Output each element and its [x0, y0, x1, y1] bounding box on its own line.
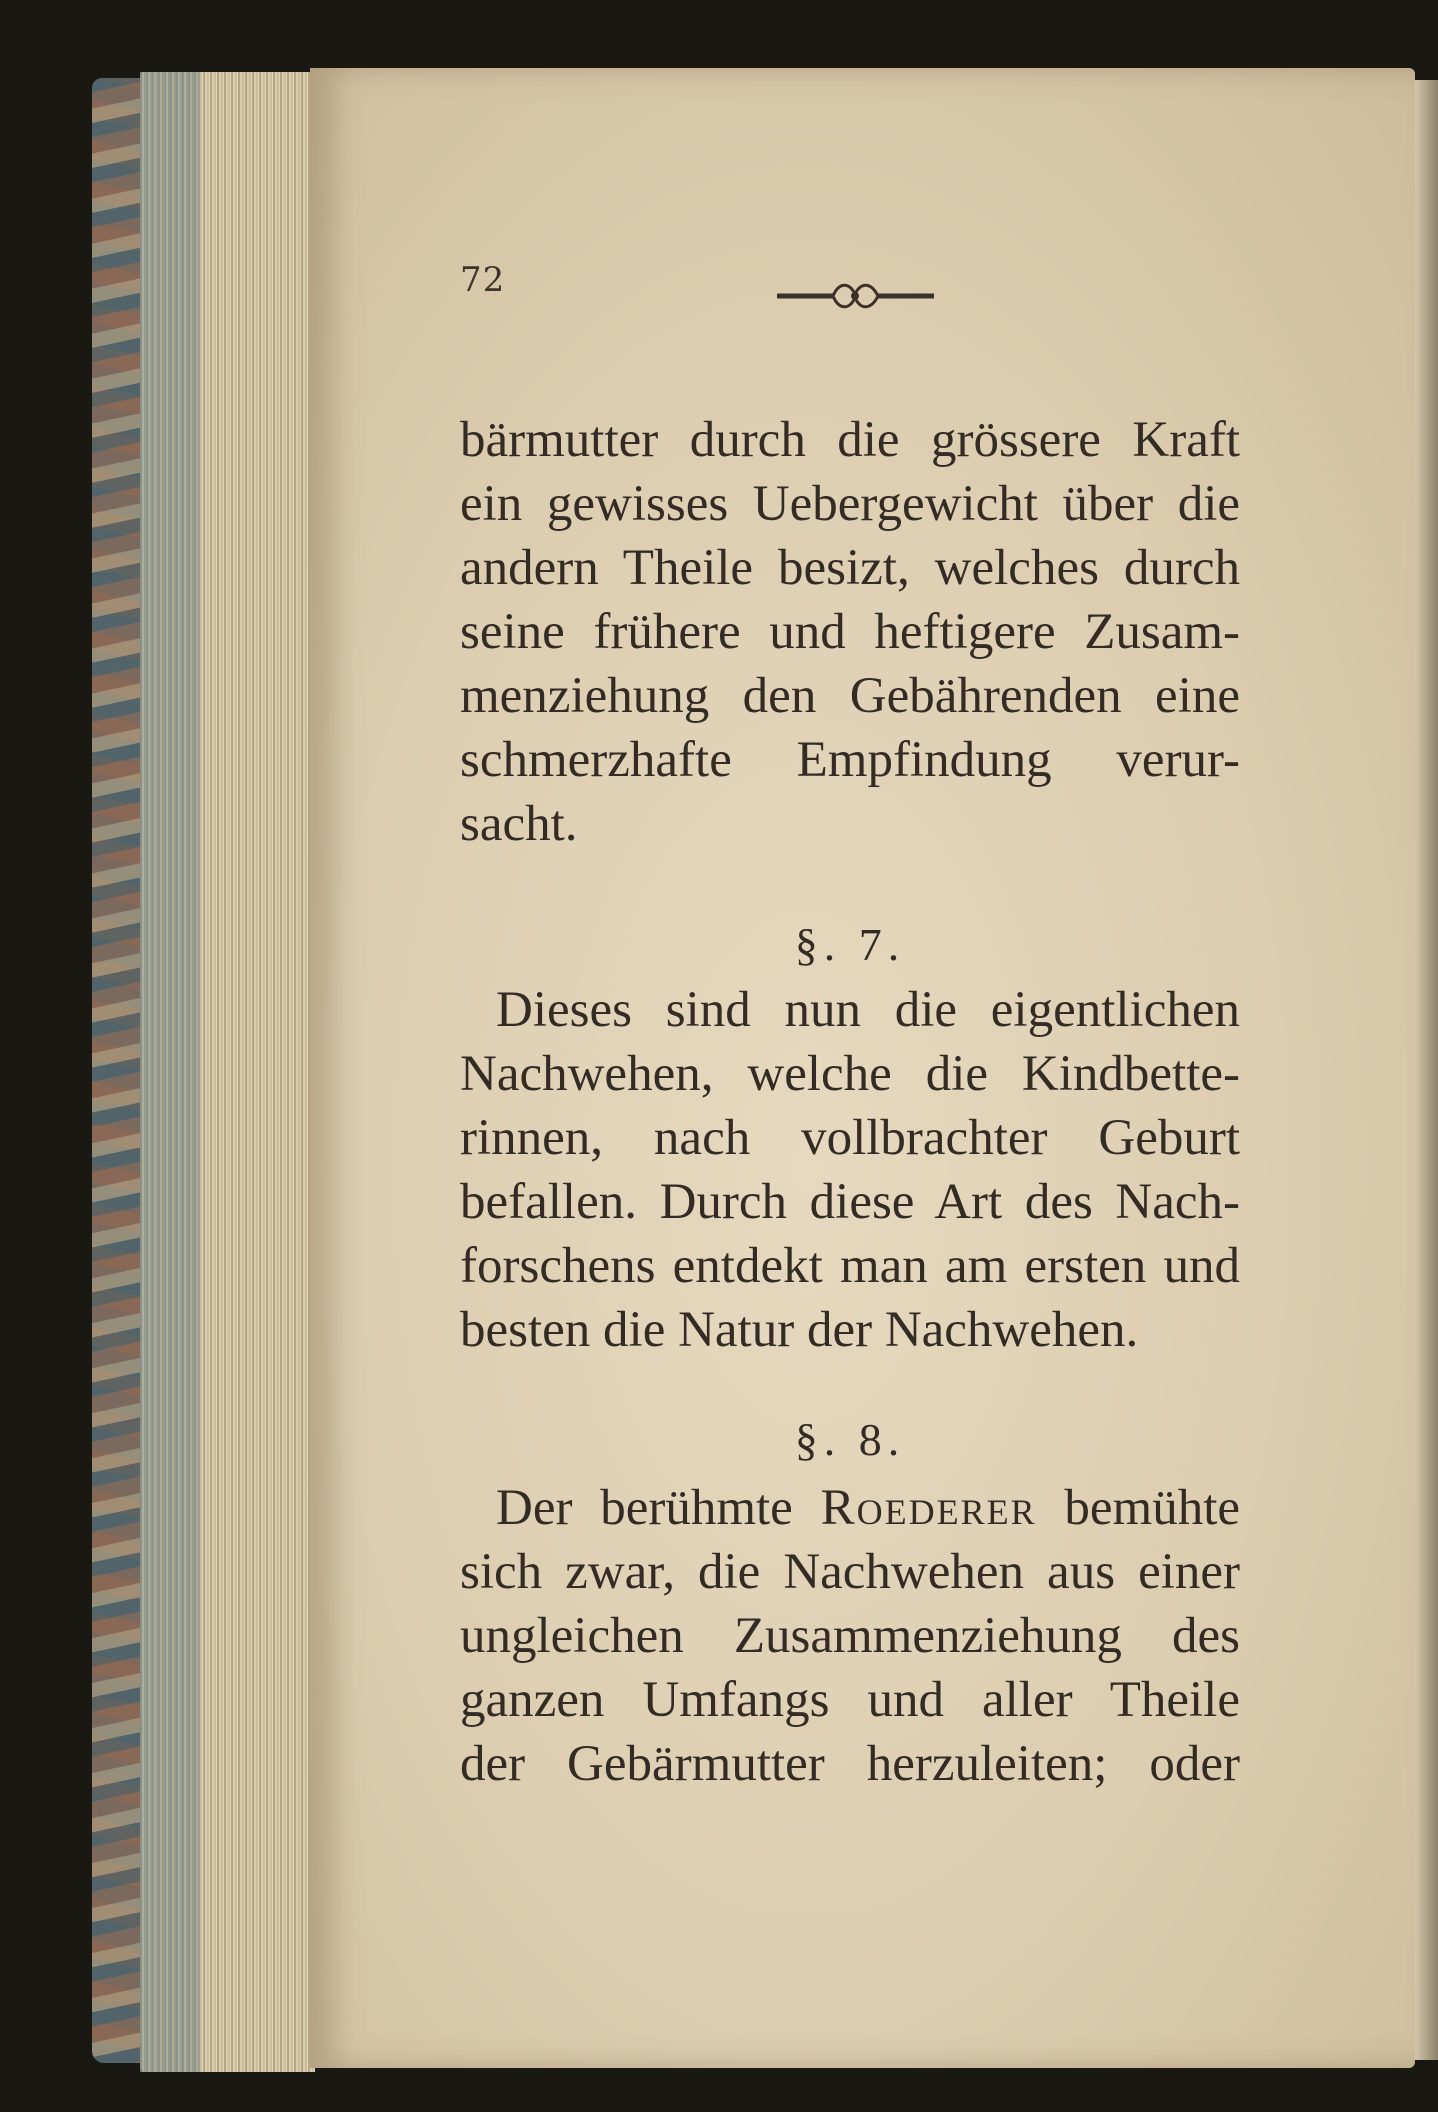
book-page: [310, 68, 1415, 2068]
text-line: besten die Natur der Nachwehen.: [460, 1302, 1139, 1358]
page-number: 72: [460, 260, 506, 300]
text-line: bärmutter durch die grössere Kraft: [460, 412, 1240, 468]
text-line: menziehung den Gebährenden eine: [460, 668, 1240, 724]
text-line: seine frühere und heftigere Zusam-: [460, 604, 1240, 660]
text-line: ganzen Umfangs und aller Theile: [460, 1672, 1240, 1728]
text-line: schmerzhafte Empfindung verur-: [460, 732, 1240, 788]
text-fragment: bemühte: [1064, 1480, 1241, 1536]
section-heading-7: §. 7.: [794, 919, 906, 970]
text-line-content: Dieses sind nun die eigentlichen: [496, 982, 1240, 1038]
fleuron-ornament-icon: [773, 276, 938, 316]
text-line: rinnen, nach vollbrachter Geburt: [460, 1110, 1240, 1166]
text-fragment: Der berühmte: [496, 1480, 793, 1536]
text-line: Nachwehen, welche die Kindbette-: [460, 1046, 1240, 1102]
text-line: sacht.: [460, 796, 578, 852]
section-8-paragraph: [460, 1476, 1240, 1796]
author-name: Roederer: [820, 1480, 1037, 1536]
text-line: [460, 1476, 1240, 1540]
text-line: ein gewisses Uebergewicht über die: [460, 476, 1240, 532]
text-line: forschens entdekt man am ersten und: [460, 1238, 1240, 1294]
text-line: [460, 978, 1240, 1042]
page-edges: [140, 72, 315, 2072]
paragraph-continuation: [460, 408, 1240, 856]
text-line: sich zwar, die Nachwehen aus einer: [460, 1544, 1240, 1600]
section-7-paragraph: [460, 978, 1240, 1362]
text-line: andern Theile besizt, welches durch: [460, 540, 1240, 596]
section-heading-8: §. 8.: [794, 1414, 906, 1465]
text-line: ungleichen Zusammenziehung des: [460, 1608, 1240, 1664]
text-line: befallen. Durch diese Art des Nach-: [460, 1174, 1240, 1230]
text-line: der Gebärmutter herzuleiten; oder: [460, 1736, 1240, 1792]
